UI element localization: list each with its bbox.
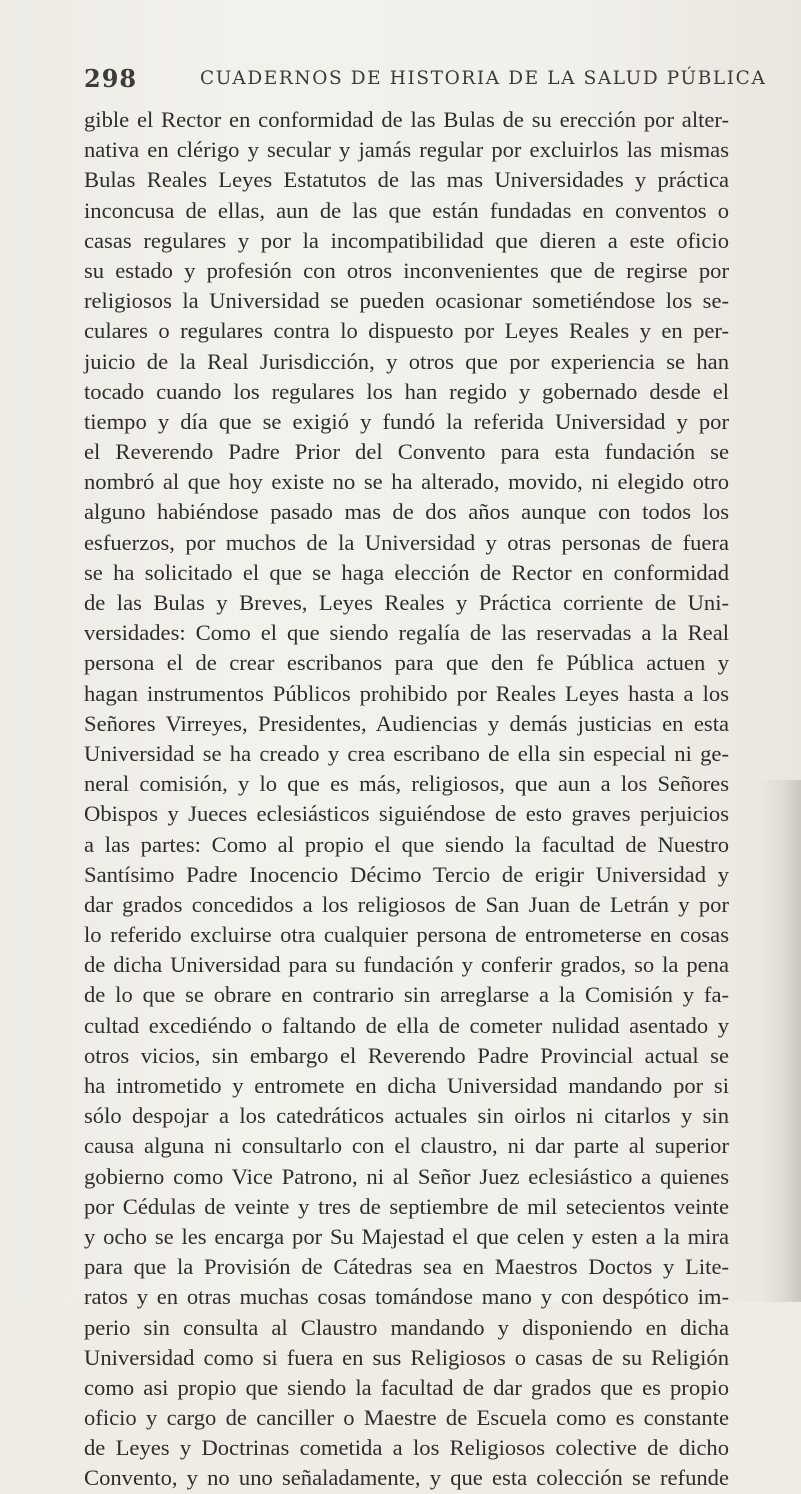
text-line: Santísimo Padre Inocencio Décimo Tercio de erigir Universidad y [84, 861, 729, 887]
text-line: gible el Rector en conformidad de las Bulas de su erección por alter- [84, 107, 729, 132]
text-line: persona el de crear escribanos para que den fe Pública actuen y [84, 650, 729, 676]
text-line: de Leyes y Doctrinas cometida a los Religiosos colective de dicho [84, 1435, 729, 1461]
text-line: tocado cuando los regulares los han regido y gobernado desde el [84, 378, 729, 404]
body-text [84, 105, 729, 1494]
text-line: religiosos la Universidad se pueden ocasionar sometiéndose los se- [84, 288, 729, 314]
text-line: oficio y cargo de canciller o Maestre de Escuela como es constante [84, 1405, 729, 1431]
text-line: esfuerzos, por muchos de la Universidad y otras personas de fuera [84, 529, 729, 555]
text-line: inconcusa de ellas, aun de las que están fundadas en conventos o [84, 197, 729, 223]
text-line: Universidad como si fuera en sus Religiosos o casas de su Religión [84, 1344, 729, 1370]
text-line: Bulas Reales Leyes Estatutos de las mas Universidades y práctica [84, 167, 729, 193]
text-line: tiempo y día que se exigió y fundó la referida Universidad y por [84, 408, 729, 434]
text-line: como asi propio que siendo la facultad de dar grados que es propio [84, 1374, 729, 1400]
text-line: alguno habiéndose pasado mas de dos años aunque con todos los [84, 499, 729, 525]
text-line: gobierno como Vice Patrono, ni al Señor Juez eclesiástico a quienes [84, 1163, 729, 1189]
journal-title: CUADERNOS DE HISTORIA DE LA SALUD PÚBLICA [200, 68, 767, 89]
text-line: Obispos y Jueces eclesiásticos siguiéndose de esto graves perjuicios [84, 801, 729, 827]
text-line: causa alguna ni consultarlo con el claustro, ni dar parte al superior [84, 1133, 729, 1159]
text-line: se ha solicitado el que se haga elección de Rector en conformidad [84, 559, 729, 585]
text-line: de las Bulas y Breves, Leyes Reales y Práctica corriente de Uni- [84, 590, 729, 615]
text-line: culares o regulares contra lo dispuesto por Leyes Reales y en per- [84, 318, 729, 344]
text-line: casas regulares y por la incompatibilidad que dieren a este oficio [84, 227, 729, 253]
text-line: neral comisión, y lo que es más, religiosos, que aun a los Señores [84, 771, 729, 797]
running-head [84, 64, 767, 98]
text-line: su estado y profesión con otros inconvenientes que de regirse por [84, 257, 729, 283]
text-line: para que la Provisión de Cátedras sea en Maestros Doctos y Lite- [84, 1254, 729, 1280]
text-line: Señores Virreyes, Presidentes, Audiencias y demás justicias en esta [84, 710, 729, 736]
text-line: nombró al que hoy existe no se ha alterado, movido, ni elegido otro [84, 469, 729, 495]
text-line: por Cédulas de veinte y tres de septiembre de mil setecientos veinte [84, 1193, 729, 1219]
text-line: versidades: Como el que siendo regalía de las reservadas a la Real [84, 620, 729, 646]
text-line: Convento, y no uno señaladamente, y que esta colección se refunde [84, 1465, 729, 1491]
text-line: cultad excediéndo o faltando de ella de cometer nulidad asentado y [84, 1012, 729, 1038]
text-line: ha intrometido y entromete en dicha Universidad mandando por si [84, 1073, 729, 1098]
text-line: sólo despojar a los catedráticos actuales sin oirlos ni citarlos y sin [84, 1103, 729, 1129]
page-number: 298 [84, 64, 138, 93]
text-line: de lo que se obrare en contrario sin arreglarse a la Comisión y fa- [84, 982, 729, 1008]
text-line: juicio de la Real Jurisdicción, y otros que por experiencia se han [84, 348, 729, 374]
text-line: otros vicios, sin embargo el Reverendo Padre Provincial actual se [84, 1042, 729, 1068]
text-line: Universidad se ha creado y crea escribano de ella sin especial ni ge- [84, 740, 729, 766]
text-line: a las partes: Como al propio el que siendo la facultad de Nuestro [84, 831, 729, 857]
text-line: perio sin consulta al Claustro mandando y disponiendo en dicha [84, 1314, 729, 1340]
text-line: nativa en clérigo y secular y jamás regular por excluirlos las mismas [84, 137, 729, 163]
text-line: hagan instrumentos Públicos prohibido por Reales Leyes hasta a los [84, 680, 729, 706]
text-line: dar grados concedidos a los religiosos de San Juan de Letrán y por [84, 891, 729, 917]
text-line: lo referido excluirse otra cualquier persona de entrometerse en cosas [84, 922, 729, 948]
text-line: de dicha Universidad para su fundación y conferir grados, so la pena [84, 952, 729, 978]
text-line: el Reverendo Padre Prior del Convento para esta fundación se [84, 439, 729, 465]
text-line: ratos y en otras muchas cosas tomándose mano y con despótico im- [84, 1284, 729, 1310]
text-line: y ocho se les encarga por Su Majestad el que celen y esten a la mira [84, 1223, 729, 1249]
